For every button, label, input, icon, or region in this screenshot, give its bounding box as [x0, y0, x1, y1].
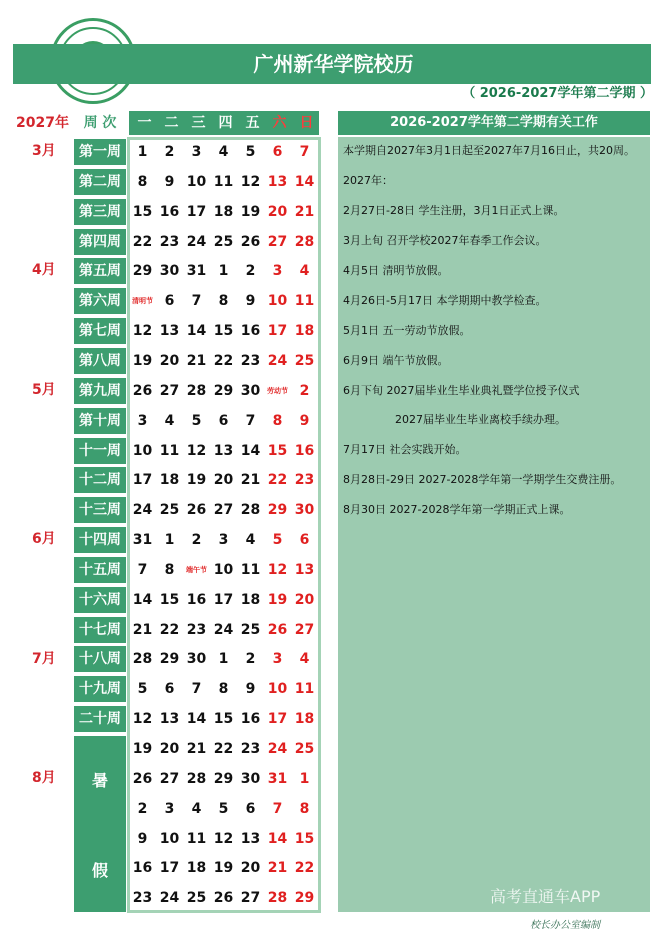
day-cell: 31	[267, 771, 288, 787]
summer-char-1: 暑	[91, 771, 108, 790]
week-label: 第二周	[74, 169, 126, 195]
day-cell: 21	[132, 622, 153, 638]
day-cell: 15	[267, 443, 288, 459]
work-item: 6月9日 端午节放假。	[343, 354, 449, 367]
work-item: 4月26日-5月17日 本学期期中教学检查。	[343, 294, 547, 307]
work-item: 5月1日 五一劳动节放假。	[343, 324, 471, 337]
day-cell: 10	[186, 174, 207, 190]
day-cell: 1	[164, 532, 175, 548]
day-cell: 13	[240, 831, 261, 847]
day-cell: 6	[299, 532, 310, 548]
day-cell: 29	[159, 651, 180, 667]
day-cell: 29	[132, 263, 153, 279]
weekday-sat: 六	[272, 115, 287, 131]
day-cell: 3	[272, 651, 283, 667]
day-cell: 30	[159, 263, 180, 279]
day-cell: 12	[186, 443, 207, 459]
day-cell: 2	[191, 532, 202, 548]
day-cell: 18	[240, 592, 261, 608]
week-label: 第一周	[74, 139, 126, 165]
day-cell: 12	[267, 562, 288, 578]
day-cell: 8	[272, 413, 283, 429]
footer-signature: 校长办公室编制	[530, 920, 600, 931]
day-cell: 23	[186, 622, 207, 638]
day-cell: 3	[272, 263, 283, 279]
day-cell: 14	[240, 443, 261, 459]
day-cell: 15	[159, 592, 180, 608]
day-cell: 17	[213, 592, 234, 608]
week-label: 十八周	[74, 646, 126, 672]
day-cell: 16	[294, 443, 315, 459]
week-label: 十二周	[74, 467, 126, 493]
day-cell: 19	[186, 472, 207, 488]
day-cell: 31	[186, 263, 207, 279]
day-cell: 2	[245, 263, 256, 279]
day-cell: 14	[294, 174, 315, 190]
day-cell: 26	[213, 890, 234, 906]
day-cell: 10	[267, 681, 288, 697]
week-label: 十一周	[74, 438, 126, 464]
day-cell: 13	[159, 711, 180, 727]
day-cell: 5	[191, 413, 202, 429]
day-cell: 5	[218, 801, 229, 817]
day-cell: 25	[294, 353, 315, 369]
day-cell: 8	[218, 681, 229, 697]
day-cell: 5	[137, 681, 148, 697]
day-cell: 27	[240, 890, 261, 906]
month-label-aug: 8月	[32, 770, 56, 786]
day-cell: 9	[164, 174, 175, 190]
day-cell: 30	[240, 383, 261, 399]
day-cell: 18	[294, 711, 315, 727]
day-cell: 14	[132, 592, 153, 608]
day-cell: 10	[159, 831, 180, 847]
day-cell: 20	[294, 592, 315, 608]
work-heading: 2026-2027学年第二学期有关工作	[338, 111, 650, 135]
day-cell: 24	[132, 502, 153, 518]
day-cell: 21	[186, 741, 207, 757]
day-cell: 13	[267, 174, 288, 190]
day-cell: 1	[299, 771, 310, 787]
day-cell: 13	[294, 562, 315, 578]
day-cell: 11	[294, 293, 315, 309]
week-label: 十四周	[74, 527, 126, 553]
day-cell: 22	[132, 234, 153, 250]
day-cell: 8	[218, 293, 229, 309]
day-cell: 20	[240, 860, 261, 876]
day-cell: 24	[186, 234, 207, 250]
day-cell: 12	[132, 323, 153, 339]
day-cell: 17	[267, 711, 288, 727]
day-cell: 6	[272, 144, 283, 160]
day-cell: 28	[186, 383, 207, 399]
week-label: 第三周	[74, 199, 126, 225]
day-cell: 26	[267, 622, 288, 638]
day-cell: 25	[240, 622, 261, 638]
weekday-sun: 日	[299, 115, 314, 131]
day-cell: 9	[137, 831, 148, 847]
summer-vacation-label	[74, 736, 126, 912]
day-cell: 3	[137, 413, 148, 429]
day-cell: 11	[294, 681, 315, 697]
weekday-mon: 一	[137, 115, 152, 131]
day-cell: 7	[272, 801, 283, 817]
day-cell: 26	[132, 383, 153, 399]
day-cell: 28	[240, 502, 261, 518]
day-cell: 1	[137, 144, 148, 160]
summer-char-2: 假	[91, 861, 108, 880]
day-cell: 13	[213, 443, 234, 459]
work-item: 2027年：	[343, 174, 393, 187]
day-cell: 28	[294, 234, 315, 250]
weekday-fri: 五	[245, 115, 260, 131]
day-cell: 17	[132, 472, 153, 488]
month-label-mar: 3月	[32, 143, 56, 159]
day-cell: 3	[218, 532, 229, 548]
day-cell: 23	[294, 472, 315, 488]
day-cell: 23	[132, 890, 153, 906]
day-cell: 25	[186, 890, 207, 906]
day-cell: 24	[267, 741, 288, 757]
day-cell: 18	[294, 323, 315, 339]
day-cell: 30	[240, 771, 261, 787]
day-cell: 29	[267, 502, 288, 518]
work-item: 8月28日-29日 2027-2028学年第一学期学生交费注册。	[343, 473, 622, 486]
month-label-apr: 4月	[32, 262, 56, 278]
day-cell: 11	[186, 831, 207, 847]
work-item: 2027届毕业生毕业离校手续办理。	[395, 413, 566, 426]
day-cell: 28	[186, 771, 207, 787]
day-cell: 12	[132, 711, 153, 727]
year-label: 2027年	[16, 115, 69, 131]
day-cell: 30	[294, 502, 315, 518]
work-item: 7月17日 社会实践开始。	[343, 443, 467, 456]
week-label: 第十周	[74, 408, 126, 434]
work-item: 8月30日 2027-2028学年第一学期正式上课。	[343, 503, 571, 516]
day-cell: 27	[213, 502, 234, 518]
day-cell: 3	[191, 144, 202, 160]
day-cell: 7	[191, 293, 202, 309]
day-cell: 9	[245, 293, 256, 309]
day-cell: 23	[159, 234, 180, 250]
day-cell: 8	[164, 562, 175, 578]
day-cell: 端午节	[186, 566, 207, 574]
month-label-jul: 7月	[32, 651, 56, 667]
week-label: 十六周	[74, 587, 126, 613]
day-cell: 24	[213, 622, 234, 638]
weekday-tue: 二	[164, 115, 179, 131]
day-cell: 27	[294, 622, 315, 638]
day-cell: 5	[245, 144, 256, 160]
day-cell: 21	[267, 860, 288, 876]
day-cell: 19	[267, 592, 288, 608]
day-cell: 15	[294, 831, 315, 847]
day-cell: 24	[159, 890, 180, 906]
day-cell: 19	[240, 204, 261, 220]
day-cell: 2	[164, 144, 175, 160]
day-cell: 4	[299, 263, 310, 279]
day-cell: 22	[213, 741, 234, 757]
day-cell: 15	[213, 711, 234, 727]
day-cell: 9	[245, 681, 256, 697]
week-label: 十三周	[74, 497, 126, 523]
week-label: 十五周	[74, 557, 126, 583]
day-cell: 17	[186, 204, 207, 220]
day-cell: 25	[213, 234, 234, 250]
day-cell: 6	[164, 293, 175, 309]
day-cell: 20	[213, 472, 234, 488]
day-cell: 29	[294, 890, 315, 906]
day-cell: 12	[240, 174, 261, 190]
day-cell: 10	[267, 293, 288, 309]
day-cell: 3	[164, 801, 175, 817]
semester-subtitle: （ 2026-2027学年第二学期 ）	[462, 86, 653, 101]
weekday-wed: 三	[191, 115, 206, 131]
day-cell: 16	[240, 323, 261, 339]
day-cell: 4	[245, 532, 256, 548]
page-title: 广州新华学院校历	[253, 52, 414, 76]
day-cell: 21	[294, 204, 315, 220]
day-cell: 21	[186, 353, 207, 369]
day-cell: 2	[299, 383, 310, 399]
day-cell: 劳动节	[267, 387, 288, 395]
work-panel	[338, 137, 650, 912]
work-item: 本学期自2027年3月1日起至2027年7月16日止，共20周。	[343, 144, 635, 157]
day-cell: 20	[159, 741, 180, 757]
day-cell: 16	[132, 860, 153, 876]
week-label: 第六周	[74, 288, 126, 314]
day-cell: 28	[132, 651, 153, 667]
week-label: 十九周	[74, 676, 126, 702]
day-cell: 27	[267, 234, 288, 250]
day-cell: 25	[159, 502, 180, 518]
day-cell: 29	[213, 771, 234, 787]
day-cell: 22	[213, 353, 234, 369]
day-cell: 24	[267, 353, 288, 369]
day-cell: 14	[186, 711, 207, 727]
day-cell: 4	[191, 801, 202, 817]
day-cell: 16	[240, 711, 261, 727]
day-cell: 18	[159, 472, 180, 488]
day-cell: 26	[132, 771, 153, 787]
day-cell: 22	[159, 622, 180, 638]
day-cell: 25	[294, 741, 315, 757]
day-cell: 11	[213, 174, 234, 190]
day-cell: 1	[218, 651, 229, 667]
day-cell: 17	[267, 323, 288, 339]
day-cell: 5	[272, 532, 283, 548]
day-cell: 9	[299, 413, 310, 429]
work-item: 3月上旬 召开学校2027年春季工作会议。	[343, 234, 547, 247]
day-cell: 2	[137, 801, 148, 817]
day-cell: 23	[240, 741, 261, 757]
day-cell: 11	[240, 562, 261, 578]
day-cell: 16	[159, 204, 180, 220]
day-cell: 26	[186, 502, 207, 518]
day-cell: 20	[159, 353, 180, 369]
day-cell: 清明节	[132, 297, 153, 305]
week-label: 十七周	[74, 617, 126, 643]
week-label: 第七周	[74, 318, 126, 344]
day-cell: 15	[132, 204, 153, 220]
week-label: 第五周	[74, 258, 126, 284]
day-cell: 19	[213, 860, 234, 876]
day-cell: 18	[213, 204, 234, 220]
day-cell: 22	[294, 860, 315, 876]
week-label: 第四周	[74, 229, 126, 255]
day-cell: 19	[132, 741, 153, 757]
day-cell: 22	[267, 472, 288, 488]
day-cell: 11	[159, 443, 180, 459]
week-label: 二十周	[74, 706, 126, 732]
day-cell: 2	[245, 651, 256, 667]
month-label-may: 5月	[32, 382, 56, 398]
day-cell: 7	[137, 562, 148, 578]
work-item: 4月5日 清明节放假。	[343, 264, 449, 277]
day-cell: 14	[186, 323, 207, 339]
day-cell: 4	[218, 144, 229, 160]
watermark: 高考直通车APP	[490, 887, 601, 906]
day-cell: 16	[186, 592, 207, 608]
day-cell: 17	[159, 860, 180, 876]
day-cell: 13	[159, 323, 180, 339]
day-cell: 7	[299, 144, 310, 160]
day-cell: 10	[132, 443, 153, 459]
week-label: 第八周	[74, 348, 126, 374]
week-column-label: 周 次	[83, 115, 117, 131]
work-item: 6月下旬 2027届毕业生毕业典礼暨学位授予仪式	[343, 384, 580, 397]
day-cell: 6	[164, 681, 175, 697]
day-cell: 18	[186, 860, 207, 876]
day-cell: 20	[267, 204, 288, 220]
day-cell: 21	[240, 472, 261, 488]
day-cell: 26	[240, 234, 261, 250]
day-cell: 30	[186, 651, 207, 667]
day-cell: 31	[132, 532, 153, 548]
weekday-thu: 四	[218, 115, 233, 131]
day-cell: 7	[191, 681, 202, 697]
day-cell: 8	[299, 801, 310, 817]
day-cell: 4	[299, 651, 310, 667]
month-label-jun: 6月	[32, 531, 56, 547]
day-cell: 4	[164, 413, 175, 429]
day-cell: 10	[213, 562, 234, 578]
day-cell: 8	[137, 174, 148, 190]
day-cell: 29	[213, 383, 234, 399]
week-label: 第九周	[74, 378, 126, 404]
weekday-header	[129, 111, 319, 135]
day-cell: 27	[159, 383, 180, 399]
day-cell: 14	[267, 831, 288, 847]
day-cell: 27	[159, 771, 180, 787]
day-cell: 7	[245, 413, 256, 429]
day-cell: 23	[240, 353, 261, 369]
day-cell: 6	[245, 801, 256, 817]
day-cell: 15	[213, 323, 234, 339]
day-cell: 1	[218, 263, 229, 279]
day-cell: 12	[213, 831, 234, 847]
day-cell: 6	[218, 413, 229, 429]
day-cell: 28	[267, 890, 288, 906]
day-cell: 19	[132, 353, 153, 369]
work-item: 2月27日-28日 学生注册，3月1日正式上课。	[343, 204, 565, 217]
